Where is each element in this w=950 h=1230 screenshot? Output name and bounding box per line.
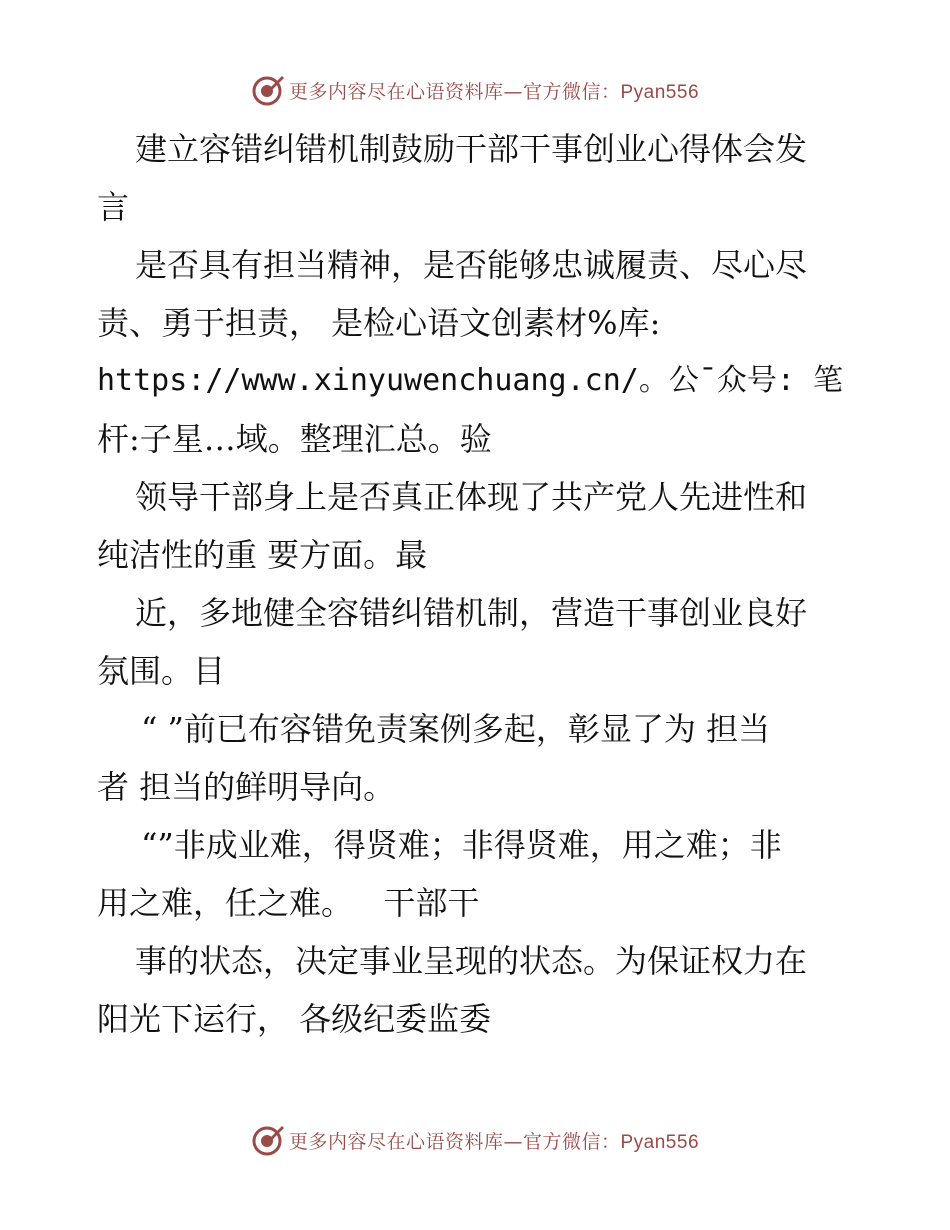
paragraph-line: 是否具有担当精神，是否能够忠诚履责、尽心尽 — [135, 246, 808, 284]
paragraph-line: “ ”前已布容错免责案例多起，彰显了为 担当 — [141, 710, 771, 748]
pen-logo-icon — [251, 1123, 285, 1157]
paragraph-line: 用之难，任之难。 干部干 — [97, 884, 480, 922]
pen-logo-icon — [251, 73, 285, 107]
paragraph-line: 者 担当的鲜明导向。 — [97, 768, 396, 806]
paragraph-line: 领导干部身上是否真正体现了共产党人先进性和 — [135, 478, 808, 516]
header-watermark-text: 更多内容尽在心语资料库—官方微信：Pyan556 — [288, 80, 700, 103]
paragraph-line: 杆:子星…域。整理汇总。验 — [97, 420, 492, 458]
document-title-line-2: 言 — [97, 188, 130, 226]
document-title-line-1: 建立容错纠错机制鼓励干部干事创业心得体会发 — [135, 130, 808, 168]
footer-watermark-text: 更多内容尽在心语资料库—官方微信：Pyan556 — [288, 1130, 700, 1153]
paragraph-line: 阳光下运行， 各级纪委监委 — [97, 1000, 492, 1038]
paragraph-line: 事的状态，决定事业呈现的状态。为保证权力在 — [135, 942, 808, 980]
paragraph-line: 近，多地健全容错纠错机制，营造干事创业良好 — [135, 594, 808, 632]
paragraph-line: 氛围。目 — [97, 652, 226, 690]
paragraph-line: 纯洁性的重 要方面。最 — [97, 536, 428, 574]
document-body — [97, 120, 853, 1048]
footer-watermark — [0, 1120, 950, 1160]
paragraph-line: “”非成业难，得贤难；非得贤难，用之难；非 — [141, 826, 782, 864]
header-watermark — [0, 70, 950, 110]
paragraph-line-url: https://www.xinyuwenchuang.cn/。公¯众号: 笔 — [97, 363, 844, 398]
paragraph-line: 责、勇于担责， 是检心语文创素材%库: — [97, 304, 661, 342]
